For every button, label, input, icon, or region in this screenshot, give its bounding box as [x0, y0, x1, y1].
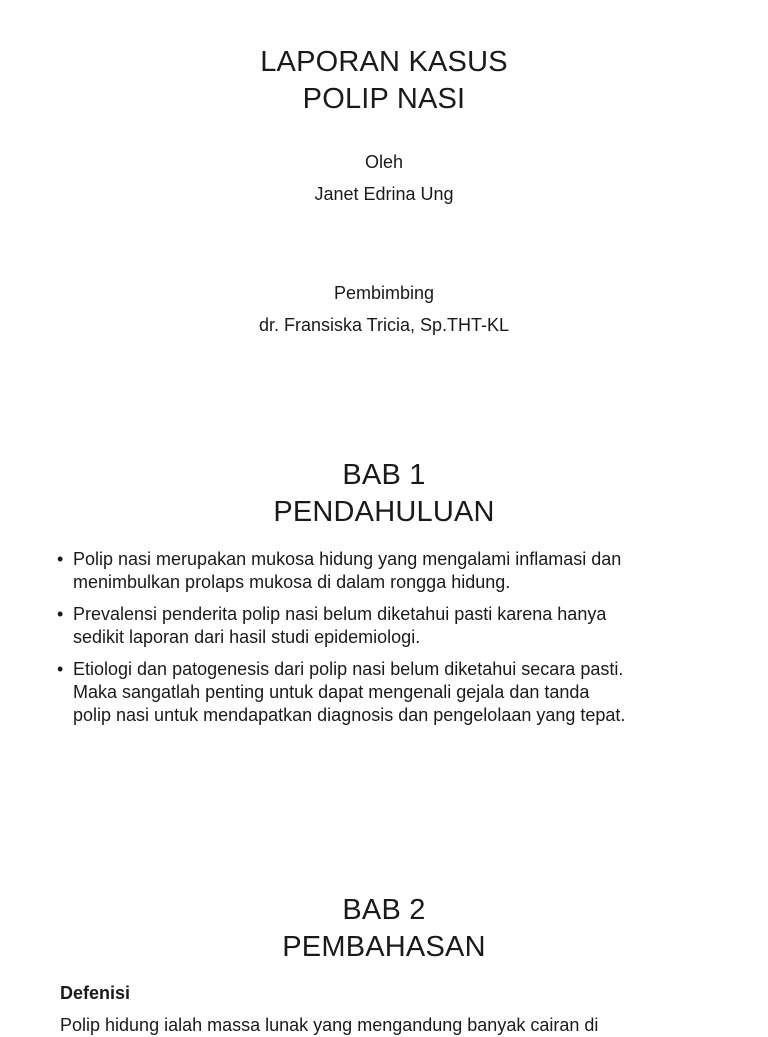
bullet-marker: •	[57, 659, 64, 679]
bullet-line: sedikit laporan dari hasil studi epidemiologi.	[73, 627, 421, 647]
section-body: Polip hidung ialah massa lunak yang mengandung banyak cairan di	[60, 1015, 599, 1035]
author-block	[0, 146, 768, 210]
report-title-line2: POLIP NASI	[302, 83, 466, 115]
advisor-name: dr. Fransiska Tricia, Sp.THT-KL	[258, 315, 510, 335]
chapter-title	[0, 892, 768, 966]
slide-discussion	[0, 870, 768, 1035]
chapter-name: PENDAHULUAN	[273, 496, 495, 528]
advisor-block	[0, 277, 768, 341]
bullet-line: Polip nasi merupakan mukosa hidung yang mengalami inflamasi dan	[73, 549, 622, 569]
bullet-line: Maka sangatlah penting untuk dapat mengenali gejala dan tanda	[73, 682, 590, 702]
chapter-name: PEMBAHASAN	[282, 931, 486, 963]
chapter-number: BAB 1	[342, 459, 426, 491]
slide-title	[0, 0, 768, 435]
chapter-number: BAB 2	[342, 894, 426, 926]
report-title-line1: LAPORAN KASUS	[260, 46, 508, 78]
report-title	[0, 44, 768, 118]
bullet-line: polip nasi untuk mendapatkan diagnosis dan pengelolaan yang tepat.	[73, 705, 626, 725]
by-label: Oleh	[364, 152, 404, 172]
bullet-line: Prevalensi penderita polip nasi belum diketahui pasti karena hanya	[73, 604, 607, 624]
author-name: Janet Edrina Ung	[314, 184, 454, 204]
slide-introduction	[0, 435, 768, 870]
chapter-title	[0, 457, 768, 531]
bullet-list	[57, 548, 717, 736]
bullet-line: menimbulkan prolaps mukosa di dalam rongga hidung.	[73, 572, 511, 592]
bullet-marker: •	[57, 604, 64, 624]
section-heading: Defenisi	[60, 983, 131, 1003]
bullet-item	[57, 603, 717, 649]
bullet-marker: •	[57, 549, 64, 569]
bullet-item	[57, 658, 717, 727]
bullet-item	[57, 548, 717, 594]
bullet-line: Etiologi dan patogenesis dari polip nasi belum diketahui secara pasti.	[73, 659, 624, 679]
advisor-label: Pembimbing	[333, 283, 435, 303]
